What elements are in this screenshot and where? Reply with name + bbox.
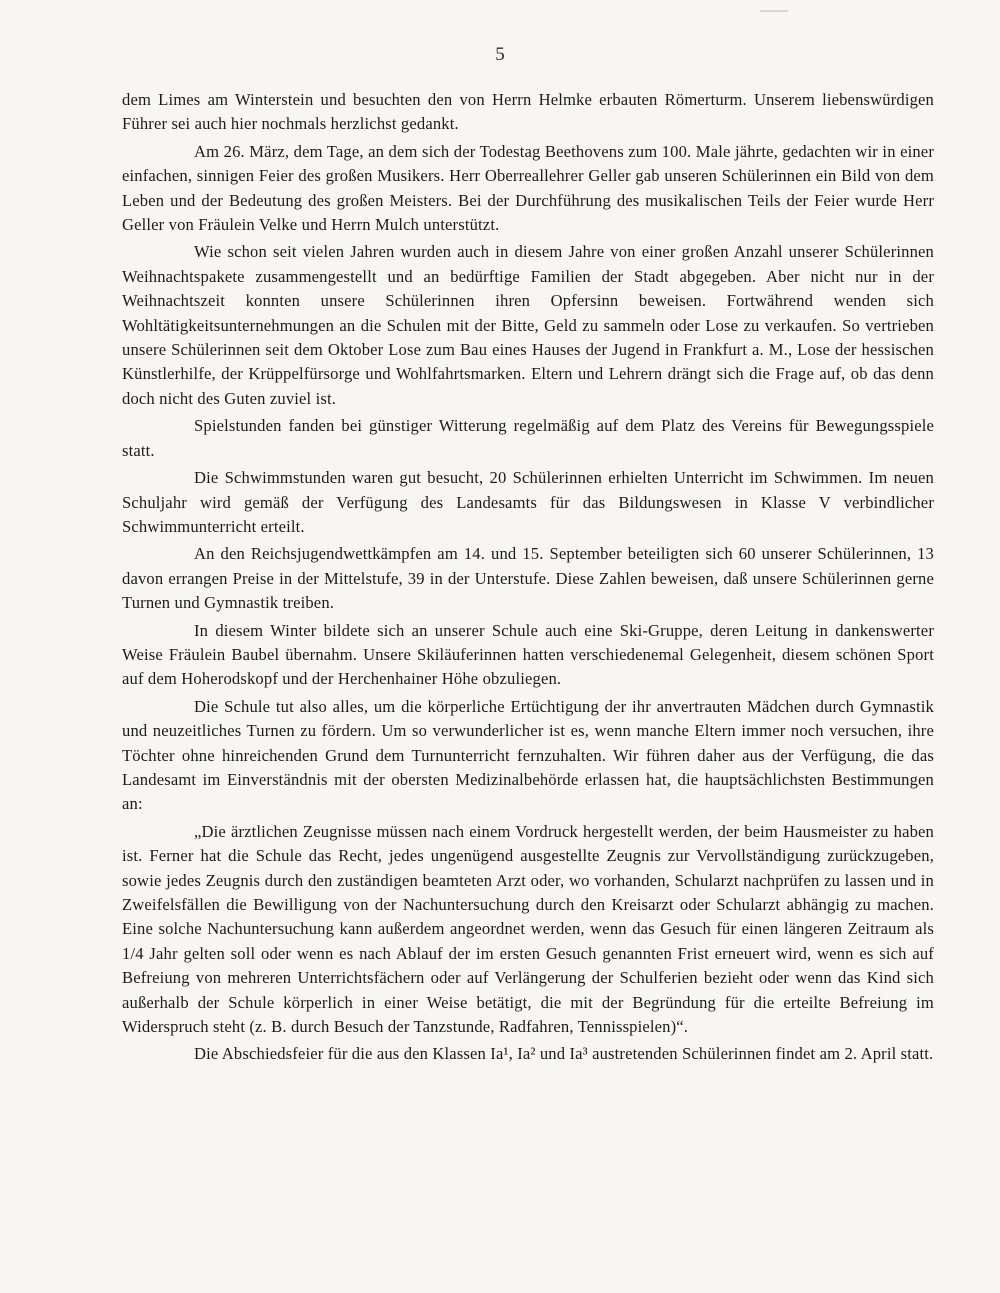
body-text (122, 88, 934, 1070)
scan-artifact (760, 10, 788, 12)
paragraph-christmas-charity: Wie schon seit vielen Jahren wurden auch in diesem Jahre von einer großen Anzahl unserer Schülerinnen Weihnachtspakete zusammengestellt und an bedürftige Familien der Stadt abgegeben. Aber nicht nur in der Weihnachtszeit konnten unsere Schülerinnen ihren Opfersinn beweisen. Fortwährend wenden sich Wohltätigkeitsunternehmungen an die Schulen mit der Bitte, Geld zu sammeln oder Lose zu verkaufen. So vertrieben unsere Schülerinnen seit dem Oktober Lose zum Bau eines Hauses der Jugend in Frankfurt a. M., Lose der hessischen Künstlerhilfe, der Krüppelfürsorge und Wohlfahrtsmarken. Eltern und Lehrern drängt sich die Frage auf, ob das denn doch nicht des Guten zuviel ist. (122, 242, 934, 408)
paragraph-physical-education: Die Schule tut also alles, um die körperliche Ertüchtigung der ihr anvertrauten Mädchen durch Gymnastik und neuzeitliches Turnen zu fördern. Um so verwunderlicher ist es, wenn manche Eltern immer noch versuchen, ihre Töchter ohne hinreichenden Grund dem Turnunterricht fernzuhalten. Wir führen daher aus der Verfügung, die das Landesamt im Einverständnis mit der obersten Medizinalbehörde erlassen hat, die hauptsächlichsten Bestimmungen an: (122, 696, 934, 814)
paragraph-swimming: Die Schwimmstunden waren gut besucht, 20 Schülerinnen erhielten Unterricht im Schwimmen. Im neuen Schuljahr wird gemäß der Verfügung des Landesamts für das Bildungswesen in Klasse V verbindlicher Schwimmunterricht erteilt. (122, 468, 934, 536)
paragraph-youth-competitions: An den Reichsjugendwettkämpfen am 14. und 15. September beteiligten sich 60 unserer Schülerinnen, 13 davon errangen Preise in der Mittelstufe, 39 in der Unterstufe. Diese Zahlen beweisen, daß unsere Schülerinnen gerne Turnen und Gymnastik treiben. (122, 544, 934, 613)
paragraph-farewell-ceremony: Die Abschiedsfeier für die aus den Klassen Ia¹, Ia² und Ia³ austretenden Schülerinnen findet am 2. April statt. (194, 1044, 934, 1064)
paragraph-medical-certificates-quote: „Die ärztlichen Zeugnisse müssen nach einem Vordruck hergestellt werden, der beim Hausmeister zu haben ist. Ferner hat die Schule das Recht, jedes ungenügend ausgestellte Zeugnis zur Vervollständigung zurückzugeben, sowie jedes Zeugnis durch den zuständigen beamteten Arzt oder, wo vorhanden, Schularzt nachprüfen zu lassen und in Zweifelsfällen die Bewilligung von der Nachuntersuchung durch den Kreisarzt oder Schularzt abhängig zu machen. Eine solche Nachuntersuchung kann außerdem angeordnet werden, wenn das Gesuch für einen längeren Zeitraum als 1/4 Jahr gelten soll oder wenn es nach Ablauf der im ersten Gesuch genannten Frist erneuert wird, wenn es sich auf Befreiung von mehreren Unterrichtsfächern oder auf Verlängerung der Schulferien bezieht oder wenn das Kind sich außerhalb der Schule körperlich in einer Weise betätigt, die mit der Begründung für die erteilte Befreiung im Widerspruch steht (z. B. durch Besuch der Tanzstunde, Radfahren, Tennisspielen)“. (122, 821, 934, 1037)
page-number: 5 (495, 44, 505, 65)
paragraph-limes-visit: dem Limes am Winterstein und besuchten den von Herrn Helmke erbauten Römerturm. Unserem liebenswürdigen Führer sei auch hier nochmals herzlichst gedankt. (122, 90, 934, 134)
paragraph-play-hours: Spielstunden fanden bei günstiger Witterung regelmäßig auf dem Platz des Vereins für Bewegungsspiele statt. (122, 416, 934, 460)
paragraph-beethoven-celebration: Am 26. März, dem Tage, an dem sich der Todestag Beethovens zum 100. Male jährte, gedachten wir in einer einfachen, sinnigen Feier des großen Musikers. Herr Oberreallehrer Geller gab unseren Schülerinnen ein Bild von dem Leben und der Bedeutung des großen Meisters. Bei der Durchführung des musikalischen Teils der Feier wurde Herr Geller von Fräulein Velke und Herrn Mulch unterstützt. (122, 141, 934, 235)
paragraph-ski-group: In diesem Winter bildete sich an unserer Schule auch eine Ski-Gruppe, deren Leitung in dankenswerter Weise Fräulein Baubel übernahm. Unsere Skiläuferinnen hatten verschiedenemal Gelegenheit, diesem schönen Sport auf dem Hoherodskopf und der Herchenhainer Höhe obzuliegen. (122, 620, 934, 689)
